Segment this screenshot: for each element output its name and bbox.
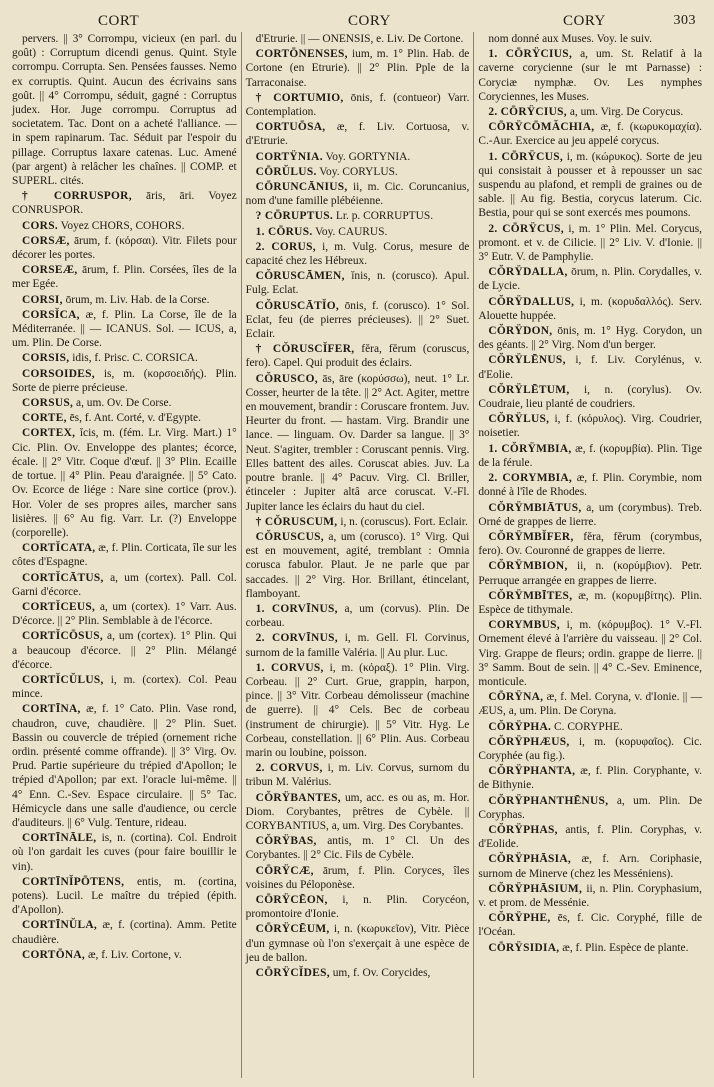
entry-definition: ārum, f. (κόρσαι). Vitr. Filets pour décorer les portes. bbox=[12, 234, 237, 262]
entry-definition: ii, m. Cic. Coruncanius, nom d'une famille plébéienne. bbox=[245, 181, 470, 208]
page-header bbox=[8, 6, 706, 32]
entry-definition: ēs, f. Ant. Corté, v. d'Egypte. bbox=[69, 412, 201, 425]
text-columns bbox=[8, 32, 706, 1078]
entry-headword: † CŎRUSCUM, bbox=[255, 515, 338, 528]
dictionary-entry bbox=[12, 600, 237, 628]
dictionary-entry bbox=[246, 32, 470, 46]
dictionary-entry bbox=[478, 690, 702, 718]
entry-headword: 1. CŎRŸMBIA, bbox=[488, 442, 572, 455]
entry-headword: CŎRŸMBĬFER, bbox=[488, 530, 574, 543]
entry-definition: a, um. St. Relatif à la caverne corycienne (sur le mt Parnasse) : Coryciæ nymphæ. Ov. Les nymphes Coryciennes, les Muses. bbox=[478, 48, 703, 103]
entry-headword: CŌRŬLUS. bbox=[255, 165, 317, 178]
entry-definition: i, n. Plin. Corycéon, promontoire d'Ionie. bbox=[245, 893, 470, 921]
dictionary-entry bbox=[12, 629, 237, 672]
entry-definition: i, n. (κωρυκεῖον), Vitr. Pièce d'un gymnase où l'on s'exerçait à une espèce de jeu de ballon. bbox=[245, 923, 470, 964]
entry-definition: æ, f. Plin. Espèce de plante. bbox=[562, 941, 689, 954]
entry-headword: 1. CŌRŸCUS, bbox=[488, 150, 564, 163]
dictionary-entry bbox=[12, 411, 237, 425]
entry-definition: i, m. (κορυδαλλός). Serv. Alouette huppée. bbox=[478, 295, 703, 322]
entry-definition: āris, āri. Voyez CONRUSPOR. bbox=[12, 190, 237, 217]
running-head-left: CORT bbox=[98, 13, 140, 29]
entry-definition: fĕra, fĕrum (corymbus, fero). Ov. Couronné de grappes de lierre. bbox=[478, 530, 702, 558]
dictionary-entry bbox=[12, 571, 237, 599]
entry-definition: Voy. CAURUS. bbox=[315, 225, 388, 238]
column-right bbox=[473, 32, 706, 1078]
column-left bbox=[8, 32, 241, 1078]
dictionary-entry bbox=[246, 602, 470, 630]
dictionary-entry bbox=[478, 720, 702, 734]
dictionary-entry bbox=[246, 225, 470, 239]
entry-headword: CORTEX, bbox=[22, 427, 76, 440]
dictionary-entry bbox=[246, 372, 470, 514]
dictionary-entry bbox=[246, 150, 470, 164]
dictionary-entry bbox=[12, 293, 237, 307]
entry-headword: CŎRŸMBION, bbox=[488, 560, 568, 573]
entry-definition: æ, f. Plin. Coryphante, v. de Bithynie. bbox=[478, 765, 703, 792]
entry-definition: æ, f. Plin. Corticata, île sur les côtes d'Espagne. bbox=[12, 542, 237, 569]
entry-definition: æ, f. 1° Cato. Plin. Vase rond, chaudron, cuve, chaudière. || 2° Plin. Suet. Bassin ou couvercle de trépied (ornement riche ordin. présenté comme offrande). || 3° Virg. Ov. Prud. Partie supérieure du trépied d'Apollon; le trépied d'Apollon; par ext. l'oracle lui-même. || 4° Enn. C.-Sev. Espace circulaire. || 5° Tac. Hémicycle dans une salle d'audience, ou cercle d'auditeurs. || 6° Vulg. Tenture, rideau. bbox=[12, 703, 237, 829]
entry-definition: antis, f. Plin. Coryphas, v. d'Eolide. bbox=[478, 823, 703, 851]
entry-definition: æ, f. (κορυμβία). Plin. Tige de la férule. bbox=[478, 442, 703, 469]
entry-definition: idis, f. Prisc. C. CORSICA. bbox=[72, 352, 198, 365]
dictionary-entry bbox=[478, 222, 702, 265]
entry-definition: a, um (cortex). 1° Plin. Qui a beaucoup d'écorce. || 2° Plin. Mélangé d'écorce. bbox=[12, 630, 237, 671]
dictionary-entry bbox=[246, 530, 470, 601]
entry-headword: CORSÆ, bbox=[22, 234, 70, 247]
dictionary-entry bbox=[478, 501, 702, 529]
entry-definition: ās, āre (κορύσσω), neut. 1° Lr. Cosser, heurter de la tête. || 2° Act. Agiter, mettre en mouvement, brandir : Coruscare frontem. Juv. Heurter du front. — hastam. Virg. Brandir une lance. — linguam. Ov. Darder sa langue. || 3° Neut. S'agiter, trembler : Coruscant pennis. Virg. Elles battent des ailes. Coruscat abies. Juv. La poutre branle. || 4° Pacuv. Virg. Cl. Briller, étinceler : Jupiter altâ arce coruscat. V.-Fl. Jupiter lance les éclairs du haut du ciel. bbox=[245, 372, 470, 513]
dictionary-entry bbox=[246, 299, 470, 342]
dictionary-entry bbox=[246, 922, 470, 965]
entry-definition: a, um (corymbus). Treb. Orné de grappes de lierre. bbox=[478, 501, 702, 528]
entry-definition: i, n. (coruscus). Fort. Eclair. bbox=[340, 515, 468, 528]
entry-headword: CORTĪNĀLE, bbox=[22, 832, 97, 845]
entry-definition: æ, f. Mel. Coryna, v. d'Ionie. || — ÆUS, a, um. Plin. De Coryna. bbox=[478, 691, 703, 718]
entry-definition: i, m. 1° Plin. Mel. Corycus, promont. et v. de Cilicie. || 2° Liv. V. d'Ionie. || 3° Eutr. V. de Pamphylie. bbox=[478, 222, 703, 264]
entry-headword: CŎRŸPHÆUS, bbox=[488, 735, 570, 748]
dictionary-entry bbox=[12, 263, 237, 291]
dictionary-entry bbox=[478, 852, 702, 880]
entry-definition: i, m. Liv. Corvus, surnom du tribun M. Valérius. bbox=[245, 762, 470, 789]
dictionary-entry bbox=[478, 47, 702, 104]
entry-definition: a, um. Virg. De Corycus. bbox=[569, 106, 684, 119]
entry-definition: a, um (cortex). Pall. Col. Garni d'écorce. bbox=[12, 571, 237, 598]
running-head-right: CORY bbox=[563, 13, 606, 29]
dictionary-entry bbox=[478, 150, 702, 221]
dictionary-entry bbox=[478, 618, 702, 689]
dictionary-entry bbox=[478, 735, 702, 763]
entry-definition: i, m. (κώρυκος). Sorte de jeu qui consistait à pousser et à repousser un sac suspendu au plafond, et rempli de graines ou de sable. || Au fig. Bestia, corycus laterum. Cic. Bestia, pour qui se sont exercés mes poumons. bbox=[478, 150, 703, 220]
entry-headword: 2. CORYMBIA, bbox=[488, 472, 573, 485]
entry-headword: CŎRŸMBĪTES, bbox=[488, 589, 573, 602]
entry-headword: † CORTUMIO, bbox=[255, 91, 344, 104]
entry-definition: ōnis, f. (corusco). 1° Sol. Eclat, feu (de pierres précieuses). || 2° Suet. Eclair. bbox=[245, 299, 470, 341]
dictionary-entry bbox=[12, 918, 237, 946]
entry-headword: CORYMBUS, bbox=[488, 619, 560, 632]
dictionary-entry bbox=[246, 47, 470, 90]
entry-definition: i, n. (corylus). Ov. Coudraie, lieu planté de coudriers. bbox=[478, 383, 703, 411]
entry-headword: CŎRŸBANTES, bbox=[255, 791, 341, 804]
entry-definition: æ, m. (κορυμβίτης). Plin. Espèce de tithymale. bbox=[478, 589, 703, 616]
entry-definition: æ, f. (κωρυκομαχία). C.-Aur. Exercice au jeu appelé corycus. bbox=[478, 121, 702, 148]
entry-definition: æ, f. Plin. La Corse, île de la Méditerranée. || — ICANUS. Sol. — ICUS, a, um. Plin. De Corse. bbox=[12, 308, 237, 350]
entry-headword: CORTĬCŌSUS, bbox=[22, 630, 104, 643]
entry-definition: æ, f. Liv. Cortone, v. bbox=[87, 948, 182, 961]
entry-headword: 1. CORVUS, bbox=[255, 661, 324, 674]
entry-definition: C. CORYPHE. bbox=[554, 720, 623, 733]
entry-headword: † CORRUSPOR, bbox=[22, 190, 132, 203]
entry-definition: ĭcis, m. (fém. Lr. Virg. Mart.) 1° Cic. Plin. Ov. Enveloppe des plantes; écorce, écale. || 2° Vitr. Coque d'œuf. || 3° Plin. Ecaille de tortue. || 4° Plin. Peau d'araignée. || 5° Cato. Ov. Ecorce de liége : Nare sine cortice (prov.). Hor. Voler de ses propres ailes, marcher sans lisières. || 6° Au fig. Varr. Lr. (?) Enveloppe (corporelle). bbox=[12, 427, 237, 539]
entry-definition: ium, m. 1° Plin. Hab. de Cortone (en Etrurie). || 2° Plin. Pple de la Tarraconaise. bbox=[245, 48, 470, 89]
dictionary-entry bbox=[12, 351, 237, 365]
dictionary-entry bbox=[246, 661, 470, 760]
entry-definition: Voyez CHORS, COHORS. bbox=[60, 219, 185, 232]
entry-headword: † CŎRUSCĬFER, bbox=[255, 343, 355, 356]
entry-headword: CŌRŸCŌMĂCHIA, bbox=[488, 121, 595, 134]
entry-headword: CŎRŸPHANTA, bbox=[488, 765, 576, 778]
entry-definition: nom donné aux Muses. Voy. le suiv. bbox=[488, 33, 652, 45]
dictionary-entry bbox=[246, 240, 470, 268]
entry-headword: ? CŌRUPTUS. bbox=[255, 210, 334, 223]
entry-definition: entis, m. (cortina, potens). Lucil. Le maître du trépied (épith. d'Apollon). bbox=[12, 875, 237, 917]
dictionary-entry bbox=[478, 105, 702, 119]
dictionary-entry bbox=[12, 32, 237, 188]
entry-headword: CŎRŸMBIĀTUS, bbox=[488, 501, 582, 514]
entry-headword: CŎRUSCĀTĬO, bbox=[255, 299, 340, 312]
dictionary-entry bbox=[478, 295, 702, 323]
entry-definition: i, m. (κορυφαῖος). Cic. Coryphée (au fig.). bbox=[478, 735, 703, 762]
dictionary-entry bbox=[12, 189, 237, 217]
entry-definition: ii, n. Plin. Coryphasium, v. et prom. de Messénie. bbox=[478, 882, 703, 909]
entry-headword: CŌRŸNA, bbox=[488, 691, 544, 704]
entry-definition: i, m. (κόραξ). 1° Plin. Virg. Corbeau. || 2° Curt. Grue, grappin, harpon, pince. || 3° Vitr. Corbeau démolisseur (machine de guerre). || 4° Cels. Bec de corbeau (instrument de chirurgie). || 5° Vitr. Hyg. Le Corbeau, constellation. || 6° Plin. Aus. Corbeau marin ou loubine, poisson. bbox=[245, 661, 470, 759]
dictionary-entry bbox=[478, 911, 702, 939]
entry-headword: CŎRŸBAS, bbox=[255, 835, 317, 848]
entry-definition: ēs, f. Cic. Coryphé, fille de l'Océan. bbox=[478, 912, 702, 939]
dictionary-entry bbox=[246, 269, 470, 297]
entry-definition: ōnis, f. (contueor) Varr. Contemplation. bbox=[245, 91, 470, 119]
entry-headword: CŎRŸPHĀSIUM, bbox=[488, 882, 583, 895]
page-number: 303 bbox=[673, 13, 696, 28]
entry-definition: Lr. p. CORRUPTUS. bbox=[335, 210, 434, 223]
dictionary-entry bbox=[478, 265, 702, 293]
entry-headword: CŎRUSCO, bbox=[255, 372, 318, 385]
entry-headword: CORTŌNA, bbox=[22, 948, 86, 961]
entry-headword: CORTĪNŬLA, bbox=[22, 919, 98, 932]
dictionary-entry bbox=[246, 180, 470, 208]
entry-headword: CORTŌNENSES, bbox=[255, 48, 348, 61]
entry-headword: 2. CORVĪNUS, bbox=[255, 632, 338, 645]
dictionary-entry bbox=[478, 324, 702, 352]
dictionary-entry bbox=[12, 234, 237, 262]
entry-definition: ii, n. (κορύμβιον). Petr. Perruque arrangée en grappes de lierre. bbox=[478, 560, 703, 587]
dictionary-entry bbox=[12, 426, 237, 540]
dictionary-entry bbox=[12, 396, 237, 410]
dictionary-entry bbox=[478, 530, 702, 558]
entry-definition: a, um. Plin. De Coryphas. bbox=[478, 794, 703, 821]
entry-headword: CORSEÆ, bbox=[22, 264, 78, 277]
dictionary-entry bbox=[246, 120, 470, 148]
entry-definition: i, m. Gell. Fl. Corvinus, surnom de la famille Valéria. || Au plur. Luc. bbox=[245, 632, 470, 659]
entry-headword: CŎRŸPHANTHĒNUS, bbox=[488, 794, 609, 807]
entry-headword: CŌRŸCĒON, bbox=[255, 893, 328, 906]
entry-definition: a, um (corusco). 1° Virg. Qui est en mouvement, agité, tremblant : Omnia corusca fabulor. Plaut. Je ne parle que par saccades. || 2° Virg. Hor. Brillant, étincelant, flamboyant. bbox=[245, 530, 470, 600]
entry-definition: æ, f. Arn. Coriphasie, surnom de Minerve (chez les Messéniens). bbox=[478, 853, 703, 880]
entry-definition: Voy. GORTYNIA. bbox=[325, 150, 411, 163]
dictionary-entry bbox=[246, 834, 470, 862]
entry-definition: æ, f. Liv. Cortuosa, v. d'Etrurie. bbox=[245, 121, 470, 148]
entry-definition: æ, f. (cortina). Amm. Petite chaudière. bbox=[12, 919, 237, 946]
dictionary-entry bbox=[246, 515, 470, 529]
dictionary-entry bbox=[246, 631, 470, 659]
entry-headword: CŎRŸLUS, bbox=[488, 413, 550, 426]
dictionary-entry bbox=[12, 875, 237, 918]
entry-headword: CŎRUSCĀMEN, bbox=[255, 270, 345, 283]
dictionary-entry bbox=[246, 966, 470, 980]
entry-headword: 1. CŌRUS. bbox=[255, 225, 313, 238]
dictionary-entry bbox=[478, 589, 702, 617]
entry-definition: is, m. (κορσοειδής). Plin. Sorte de pierre précieuse. bbox=[12, 367, 237, 394]
dictionary-entry bbox=[478, 32, 702, 46]
entry-definition: a, um (cortex). 1° Varr. Aus. D'écorce. || 2° Plin. Semblable à de l'écorce. bbox=[12, 600, 237, 628]
entry-headword: CORSI, bbox=[22, 293, 63, 306]
entry-headword: CORTĪNA, bbox=[22, 703, 81, 716]
entry-headword: CŎRŸLĒTUM, bbox=[488, 383, 570, 396]
dictionary-entry bbox=[246, 91, 470, 119]
entry-headword: CŌRŸSIDIA, bbox=[488, 941, 560, 954]
column-middle bbox=[241, 32, 474, 1078]
entry-headword: 2. CORVUS, bbox=[255, 762, 323, 775]
entry-definition: ĭnis, n. (corusco). Apul. Fulg. Eclat. bbox=[245, 270, 470, 297]
dictionary-entry bbox=[478, 794, 702, 822]
entry-headword: 1. CŌRŸCIUS, bbox=[488, 48, 573, 61]
entry-definition: i, m. Vulg. Corus, mesure de capacité chez les Hébreux. bbox=[245, 240, 470, 268]
dictionary-entry bbox=[478, 559, 702, 587]
entry-definition: i, m. (cortex). Col. Peau mince. bbox=[12, 673, 237, 701]
entry-headword: CŌRUNCĀNIUS, bbox=[255, 181, 348, 194]
entry-headword: CŎRUSCUS, bbox=[255, 530, 324, 543]
entry-definition: d'Etrurie. || — ONENSIS, e. Liv. De Cortone. bbox=[255, 33, 464, 45]
dictionary-entry bbox=[12, 948, 237, 962]
entry-headword: 1. CORVĪNUS, bbox=[255, 602, 338, 615]
entry-headword: CŎRŸPHAS, bbox=[488, 823, 558, 836]
dictionary-entry bbox=[478, 823, 702, 851]
entry-headword: CŌRŸCĒUM, bbox=[255, 923, 330, 936]
entry-definition: fĕra, fĕrum (coruscus, fero). Capel. Qui produit des éclairs. bbox=[245, 343, 470, 370]
entry-headword: CORSĬCA, bbox=[22, 308, 80, 321]
dictionary-entry bbox=[478, 120, 702, 148]
entry-definition: um, acc. es ou as, m. Hor. Diom. Corybantes, prêtres de Cybèle. || CORYBANTIUS, a, um. Virg. Des Corybantes. bbox=[245, 791, 470, 832]
entry-definition: i, f. (κόρυλος). Virg. Coudrier, noisetier. bbox=[478, 413, 703, 440]
running-head-center: CORY bbox=[348, 13, 391, 29]
dictionary-entry bbox=[12, 541, 237, 569]
dictionary-entry bbox=[246, 342, 470, 370]
dictionary-entry bbox=[478, 471, 702, 499]
entry-headword: CORTE, bbox=[22, 412, 67, 425]
entry-headword: CŎRŸPHĀSIA, bbox=[488, 853, 572, 866]
entry-headword: CORTŸNIA. bbox=[255, 150, 323, 163]
entry-headword: CORTĬCŬLUS, bbox=[22, 673, 104, 686]
dictionary-entry bbox=[478, 442, 702, 470]
entry-definition: a, um (corvus). Plin. De corbeau. bbox=[245, 602, 470, 630]
entry-headword: CŎRŸDALLUS, bbox=[488, 295, 575, 308]
dictionary-entry bbox=[478, 941, 702, 955]
entry-definition: ārum, f. Plin. Corsées, îles de la mer Egée. bbox=[12, 264, 237, 291]
dictionary-entry bbox=[12, 308, 237, 351]
entry-headword: 2. CŌRŸCIUS, bbox=[488, 106, 567, 119]
entry-definition: um, f. Ov. Corycides, bbox=[332, 967, 431, 979]
dictionary-entry bbox=[12, 673, 237, 701]
dictionary-entry bbox=[246, 791, 470, 834]
entry-headword: CORSIS, bbox=[22, 352, 70, 365]
dictionary-entry bbox=[478, 764, 702, 792]
entry-definition: ōrum, n. Plin. Corydalles, v. de Lycie. bbox=[478, 266, 703, 293]
entry-headword: 2. CORUS, bbox=[255, 240, 316, 253]
entry-definition: æ, f. Plin. Corymbie, nom donné à l'île de Rhodes. bbox=[478, 472, 703, 499]
entry-headword: CORSUS, bbox=[22, 397, 74, 410]
entry-definition: antis, m. 1° Cl. Un des Corybantes. || 2° Cic. Fils de Cybèle. bbox=[245, 835, 470, 862]
entry-definition: ārum, f. Plin. Coryces, îles voisines du Péloponèse. bbox=[245, 864, 470, 891]
dictionary-entry bbox=[246, 761, 470, 789]
entry-definition: ōnis, m. 1° Hyg. Corydon, un des géants. || 2° Virg. Nom d'un berger. bbox=[478, 325, 703, 352]
entry-headword: CŌRŸCÆ, bbox=[255, 864, 314, 877]
entry-headword: CŎRŸPHE, bbox=[488, 912, 551, 925]
entry-definition: Voy. CORYLUS. bbox=[319, 165, 398, 178]
dictionary-entry bbox=[12, 219, 237, 233]
dictionary-entry bbox=[478, 383, 702, 411]
dictionary-entry bbox=[12, 367, 237, 395]
dictionary-entry bbox=[246, 165, 470, 179]
entry-headword: CORTĬCATA, bbox=[22, 542, 96, 555]
entry-headword: CŎRŸDALLA, bbox=[488, 266, 568, 279]
entry-definition: a, um. Ov. De Corse. bbox=[76, 397, 172, 410]
entry-headword: CORTĬCĀTUS, bbox=[22, 571, 104, 584]
entry-headword: CŎRŸLĒNUS, bbox=[488, 354, 566, 367]
dictionary-entry bbox=[246, 864, 470, 892]
entry-headword: CORS. bbox=[22, 219, 58, 232]
entry-definition: pervers. || 3° Corrompu, vicieux (en parl. du goût) : Corruptum dicendi genus. Quint. Style corrompu. Corrupta. Sen. Pensées fausses. Nemo ex corruptis. Quint. Aucun des écrivains sans goût. || 4° Corrompu, séduit, gagné : Corruptus judex. Hor. Juge corrompu. Corruptus ad societatem. Tac. Dont on a acheté l'alliance. — in spem rapinarum. Tac. Séduit par l'espoir du pillage. Corruptus laxare catenas. Luc. Amené (par argent) à relâcher les chaînes. || COMP. et SUPERL. cités. bbox=[12, 33, 237, 188]
dictionary-entry bbox=[478, 882, 702, 910]
entry-definition: is, n. (cortina). Col. Endroit où l'on gardait les cuves (pour faire bouillir le vin). bbox=[12, 832, 237, 873]
dictionary-entry bbox=[478, 353, 702, 381]
dictionary-entry bbox=[478, 412, 702, 440]
dictionary-entry bbox=[12, 702, 237, 830]
dictionary-entry bbox=[12, 831, 237, 874]
entry-headword: CŌRŸCĬDES, bbox=[255, 967, 330, 979]
entry-headword: 2. CŌRŸCUS, bbox=[488, 222, 564, 235]
dictionary-entry bbox=[246, 893, 470, 921]
entry-definition: i, f. Liv. Corylénus, v. d'Eolie. bbox=[478, 354, 703, 381]
entry-headword: CŎRŸPHA. bbox=[488, 720, 552, 733]
entry-definition: ōrum, m. Liv. Hab. de la Corse. bbox=[65, 293, 210, 306]
entry-headword: CORTĪNĬPŌTENS, bbox=[22, 875, 125, 888]
entry-headword: CORTUŌSA, bbox=[255, 121, 326, 134]
dictionary-entry bbox=[246, 209, 470, 223]
entry-headword: CŎRŸDON, bbox=[488, 325, 553, 338]
entry-headword: CORTĬCEUS, bbox=[22, 600, 96, 613]
entry-headword: CORSOIDES, bbox=[22, 367, 95, 380]
entry-definition: i, m. (κόρυμβος). 1° V.-Fl. Ornement élevé à l'arrière du vaisseau. || 2° Col. Virg. Grappe de fleurs; ordin. grappe de lierre. || 3° Samm. Bout de sein. || 4° C.-Sev. Eminence, monticule. bbox=[478, 619, 703, 688]
